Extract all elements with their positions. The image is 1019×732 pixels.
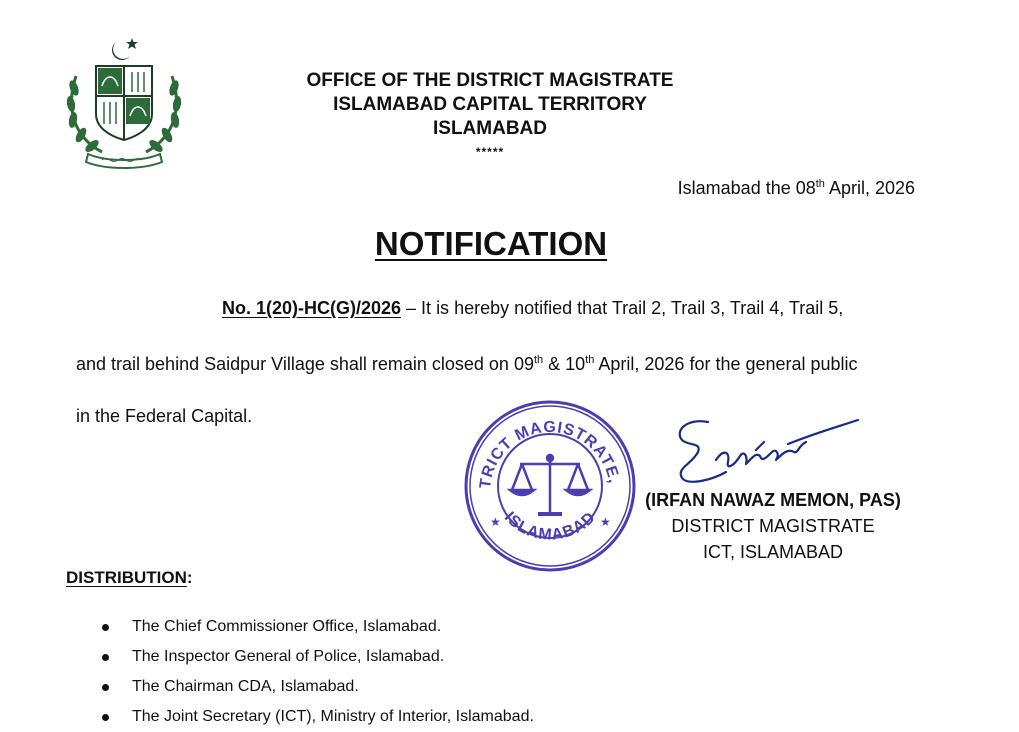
body-paragraph-line2: and trail behind Saidpur Village shall remain closed on 09th & 10th April, 2026 for the general public [76, 354, 858, 374]
bullet-icon [102, 624, 109, 631]
body-paragraph-line1: No. 1(20)-HC(G)/2026 – It is hereby notified that Trail 2, Trail 3, Trail 4, Trail 5, [222, 298, 844, 318]
distribution-list [98, 612, 534, 732]
distribution-heading: DISTRIBUTION: [66, 568, 193, 587]
stamp-bottom-text: ISLAMABAD [500, 508, 600, 544]
list-item: The Chief Commissioner Office, Islamabad. [98, 612, 534, 642]
notification-title: NOTIFICATION [374, 225, 608, 262]
territory-title: ISLAMABAD CAPITAL TERRITORY [333, 94, 647, 115]
svg-text:DISTRICT MAGISTRATE, ICT [460, 396, 623, 490]
scales-of-justice-icon [510, 455, 590, 514]
bullet-icon [102, 684, 109, 691]
header-divider-stars: ***** [475, 145, 505, 159]
official-stamp [460, 396, 640, 576]
body-paragraph-line3: in the Federal Capital. [76, 406, 253, 426]
signatory-designation: DISTRICT MAGISTRATE [671, 516, 875, 536]
list-item: The Joint Secretary (ICT), Ministry of Interior, Islamabad. [98, 702, 534, 732]
bullet-icon [102, 654, 109, 661]
signatory-name: (IRFAN NAWAZ MEMON, PAS) [645, 490, 901, 510]
list-item: The Inspector General of Police, Islamabad. [98, 642, 534, 672]
stamp-star-left: ★ [490, 515, 501, 529]
state-emblem-icon [62, 36, 186, 170]
notification-date: Islamabad the 08th April, 2026 [677, 178, 915, 198]
reference-number: No. 1(20)-HC(G)/2026 [222, 298, 402, 318]
signature-icon [668, 408, 868, 498]
city-title: ISLAMABAD [433, 118, 547, 139]
stamp-star-right: ★ [600, 515, 611, 529]
list-item: The Chairman CDA, Islamabad. [98, 672, 534, 702]
bullet-icon [102, 714, 109, 721]
stamp-top-text: TRICT MAGISTRATE, [476, 418, 623, 490]
signatory-office: ICT, ISLAMABAD [702, 542, 844, 562]
office-title: OFFICE OF THE DISTRICT MAGISTRATE [306, 70, 674, 91]
